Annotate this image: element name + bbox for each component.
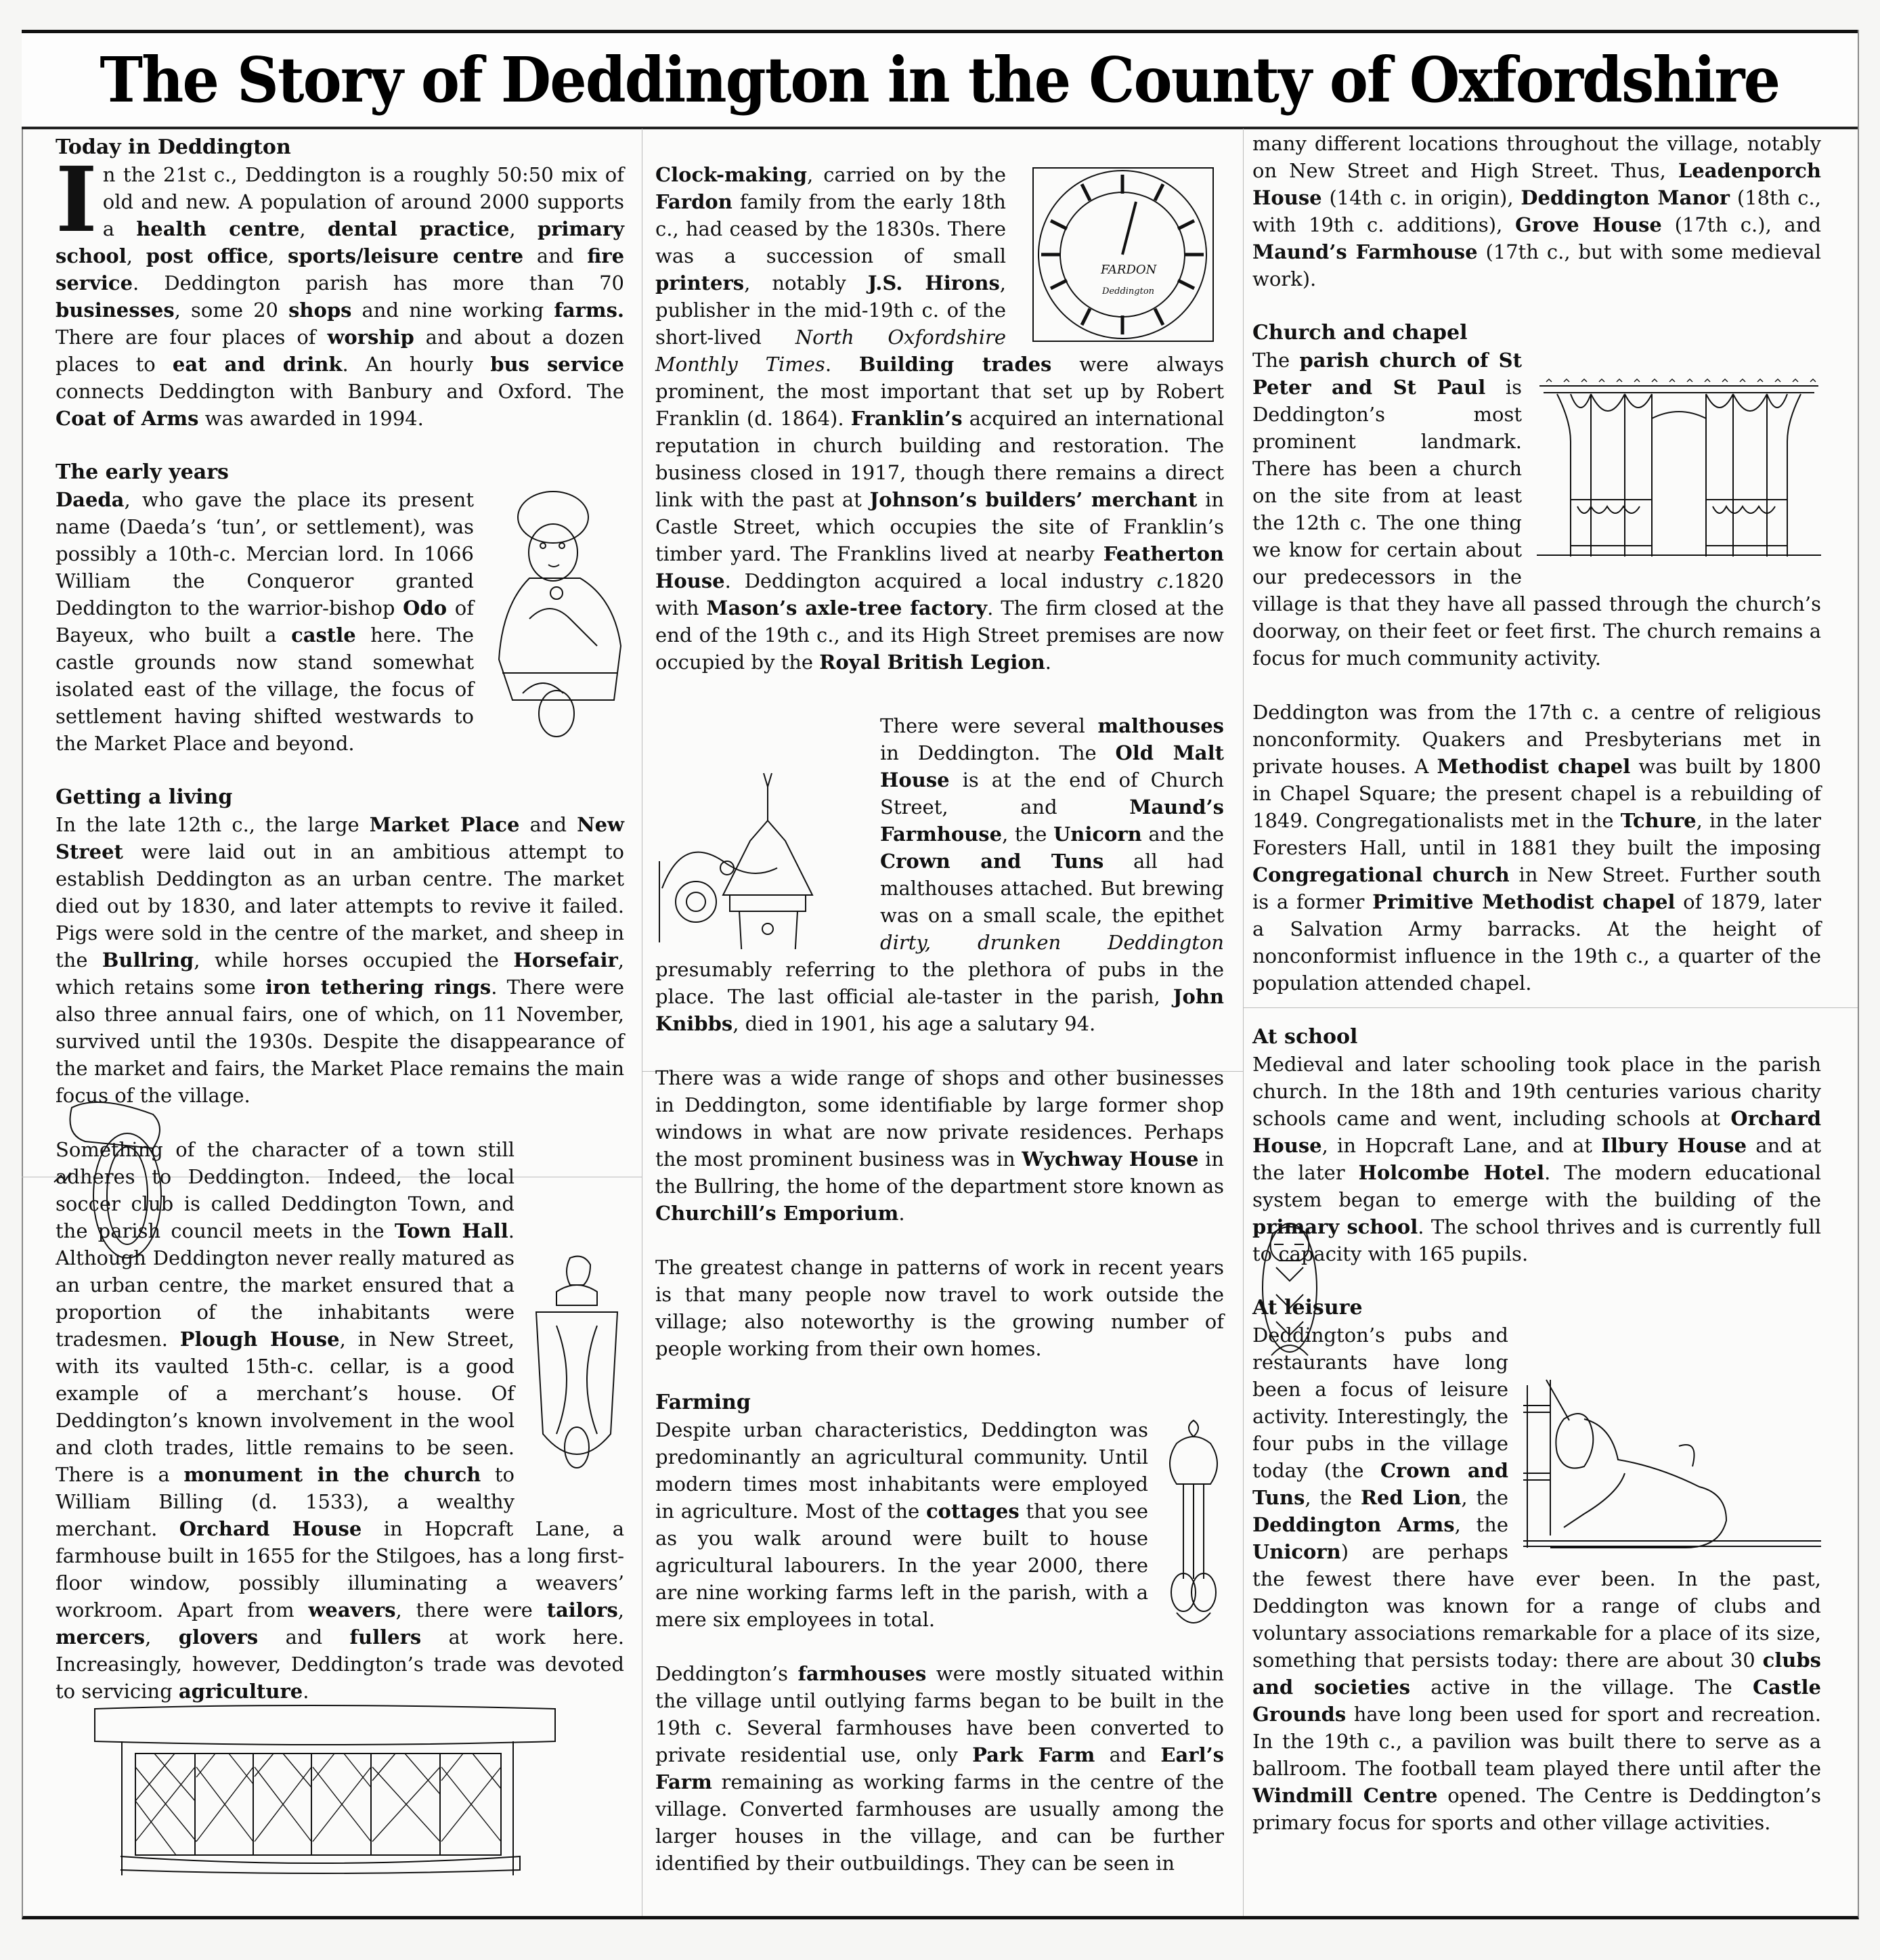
text-run: , notably bbox=[744, 271, 868, 295]
text-run: (14th c. in origin), bbox=[1321, 186, 1521, 209]
section-paragraph bbox=[56, 811, 624, 1109]
section-heading: Farming bbox=[655, 1391, 751, 1414]
text-run: , who gave the place its present name (Daeda’s ‘tun’, or settlement), was possibly a 10th-c. Mercian lord. In 1066 William the Conqueror granted Deddington to the warrior-bishop bbox=[56, 488, 474, 619]
bold-term: printers bbox=[655, 271, 745, 295]
text-run: and nine working bbox=[351, 299, 554, 322]
text-run: , there were bbox=[395, 1598, 547, 1621]
text-run: family from the early 18th c., had ceased by the 1830s. There was a succession of small bbox=[655, 190, 1006, 267]
paragraph-text bbox=[655, 1256, 1224, 1360]
text-run: , the bbox=[1461, 1486, 1508, 1509]
text-run: in New Street. Further south is a former bbox=[1252, 863, 1821, 913]
fardon-clock-illustration bbox=[1021, 165, 1224, 347]
column-left bbox=[56, 134, 624, 1732]
bold-term: Johnson’s builders’ merchant bbox=[869, 488, 1198, 511]
text-run: here. The castle grounds now stand somewhat isolated east of the village, the focus of settlement having shifted westwards to the Market Place and beyond. bbox=[56, 624, 474, 755]
text-run: . Deddington acquired a local industry bbox=[724, 569, 1157, 592]
bold-term: J.S. Hirons bbox=[867, 271, 1000, 295]
bold-term: Maund’s Farmhouse bbox=[880, 796, 1224, 846]
bold-term: cottages bbox=[926, 1500, 1020, 1523]
text-run: in the Bullring, the home of the department store known as bbox=[655, 1148, 1225, 1198]
bold-term: Daeda bbox=[56, 488, 125, 511]
italic-term: North Oxfordshire Monthly Times bbox=[655, 326, 1007, 376]
paragraph-text bbox=[655, 1418, 1148, 1631]
bold-term: Clock-making bbox=[655, 163, 807, 186]
text-run: , publisher in the mid-19th c. of the short-lived bbox=[655, 271, 1006, 349]
text-run: Deddington’s bbox=[655, 1662, 798, 1685]
text-run: , which retains some bbox=[56, 949, 624, 999]
section-heading: Getting a living bbox=[56, 785, 233, 809]
bold-term: weavers bbox=[308, 1598, 396, 1621]
text-run: , bbox=[126, 244, 146, 267]
text-run: in Hopcraft Lane, a farmhouse built in 1655 for the Stilgoes, has a long first-floor window, possibly illuminating a weavers’ workroom. Apart from bbox=[56, 1517, 624, 1621]
bold-term: iron tethering rings bbox=[265, 976, 491, 999]
bold-term: Deddington Arms bbox=[1252, 1513, 1455, 1536]
text-run: in Castle Street, which occupies the site of Franklin’s timber yard. The Franklins lived at nearby bbox=[655, 488, 1224, 565]
section-heading: The early years bbox=[56, 460, 229, 484]
bold-term: Congregational church bbox=[1252, 863, 1510, 886]
text-run: , the bbox=[1002, 823, 1053, 846]
bold-term: Deddington Manor bbox=[1521, 186, 1730, 209]
paragraph-text bbox=[56, 148, 625, 430]
unicorn-illustration bbox=[1523, 1378, 1821, 1554]
text-run: and the bbox=[1141, 823, 1224, 846]
paragraph-text bbox=[1252, 132, 1821, 290]
bold-term: clubs and societies bbox=[1252, 1649, 1821, 1699]
bold-term: fire service bbox=[56, 244, 625, 295]
bold-term: Market Place bbox=[369, 813, 520, 836]
section-shops bbox=[655, 1064, 1224, 1362]
text-run: , while horses occupied the bbox=[194, 949, 514, 972]
text-run: active in the village. The bbox=[1410, 1676, 1753, 1699]
section-paragraph bbox=[56, 148, 625, 432]
bold-term: Earl’s Farm bbox=[655, 1743, 1225, 1793]
text-run: was awarded in 1994. bbox=[198, 407, 424, 430]
bold-term: glovers bbox=[178, 1626, 259, 1649]
bold-term: Red Lion bbox=[1360, 1486, 1462, 1509]
bold-term: mercers bbox=[56, 1626, 146, 1649]
bold-term: Unicorn bbox=[1252, 1540, 1341, 1563]
bold-term: Maund’s Farmhouse bbox=[1252, 240, 1478, 263]
text-run: remaining as working farms in the centre of the village. Converted farmhouses are usually among the larger houses in the village, and can be further identified by their outbuildings. They can be seen in bbox=[655, 1770, 1224, 1875]
bold-term: Windmill Centre bbox=[1252, 1784, 1438, 1807]
clock-inscription: FARDON bbox=[1101, 263, 1157, 277]
section-paragraph bbox=[655, 712, 1224, 1037]
text-run: . bbox=[825, 353, 859, 376]
bold-term: shops bbox=[288, 299, 352, 322]
section-church-chapel bbox=[1252, 320, 1821, 997]
bold-term: Crown and Tuns bbox=[1252, 1459, 1509, 1509]
section-paragraph bbox=[655, 1416, 1224, 1633]
text-run: , bbox=[268, 244, 288, 267]
text-run: , carried on by the bbox=[807, 163, 1006, 186]
text-run: , died in 1901, his age a salutary 94. bbox=[733, 1012, 1096, 1035]
bold-term: monument in the church bbox=[183, 1463, 481, 1486]
text-run: , bbox=[145, 1626, 179, 1649]
section-at-leisure bbox=[1252, 1294, 1821, 1836]
bold-term: Coat of Arms bbox=[56, 407, 199, 430]
section-farming bbox=[655, 1389, 1224, 1877]
text-run: of 1879, later a Salvation Army barracks. At the height of nonconformist influence in the 19th c., a quarter of the population attended chapel. bbox=[1252, 890, 1821, 995]
bold-term: Wychway House bbox=[1022, 1148, 1199, 1171]
text-run: in Deddington. The bbox=[880, 741, 1116, 764]
bold-term: fullers bbox=[349, 1626, 422, 1649]
norman-figure-illustration bbox=[489, 490, 624, 741]
text-run: and about a dozen places to bbox=[56, 326, 624, 376]
text-run: n the 21st c., Deddington is a roughly 50:50 mix of old and new. A population of around 2000 supports a bbox=[102, 163, 624, 240]
rood-screen-illustration bbox=[1537, 378, 1821, 561]
clock-place: Deddington bbox=[1102, 286, 1155, 297]
section-heading: Today in Deddington bbox=[56, 135, 291, 159]
bold-term: Mason’s axle-tree factory bbox=[706, 596, 988, 619]
bold-term: Bullring bbox=[102, 949, 194, 972]
section-paragraph bbox=[1252, 699, 1821, 997]
bold-term: Building trades bbox=[858, 353, 1052, 376]
section-paragraph bbox=[1252, 130, 1821, 292]
section-heading: At leisure bbox=[1252, 1296, 1363, 1320]
text-run: . Deddington parish has more than 70 bbox=[133, 271, 624, 295]
bold-term: primary school bbox=[1252, 1215, 1418, 1238]
title-banner bbox=[22, 30, 1858, 129]
bold-term: Franklin’s bbox=[850, 407, 963, 430]
text-run: . The firm closed at the end of the 19th c., and its High Street premises are now occupied by the bbox=[655, 596, 1224, 674]
section-getting-a-living bbox=[56, 784, 624, 1109]
carved-owl-illustration bbox=[1259, 1220, 1320, 1369]
text-run: The bbox=[1252, 349, 1300, 372]
text-run: Medieval and later schooling took place in the parish church. In the 18th and 19th centuries various charity schools came and went, including schools at bbox=[1252, 1053, 1821, 1130]
text-run: , bbox=[617, 1598, 624, 1621]
bold-term: farms. bbox=[554, 299, 624, 322]
bold-term: Churchill’s Emporium bbox=[655, 1202, 899, 1225]
section-paragraph bbox=[655, 1660, 1224, 1877]
bold-term: Odo bbox=[403, 596, 447, 619]
bold-term: Holcombe Hotel bbox=[1358, 1161, 1545, 1184]
text-run: of Bayeux, who built a bbox=[56, 596, 474, 647]
bold-term: Fardon bbox=[655, 190, 733, 213]
text-run: presumably referring to the plethora of pubs in the place. The last official ale-taster in the parish, bbox=[655, 958, 1224, 1008]
text-run: was built by 1800 in Chapel Square; the present chapel is a rebuilding of 1849. Congregationalists met in the bbox=[1252, 755, 1822, 832]
bold-term: Grove House bbox=[1515, 213, 1662, 236]
section-clockmaking bbox=[655, 161, 1224, 676]
text-run: , in the later Foresters Hall, until in 1881 they built the imposing bbox=[1252, 809, 1821, 859]
text-run: is Deddington’s most prominent landmark. There has been a church on the site from at least the 12th c. The one thing we know for certain about our predecessors in the village is that they have all passed through the church’s doorway, on their feet or feet first. The church remains a focus for much community activity. bbox=[1252, 376, 1821, 670]
section-farmhouses-cont bbox=[1252, 130, 1821, 292]
bold-term: Park Farm bbox=[972, 1743, 1095, 1766]
bold-term: Orchard House bbox=[179, 1517, 362, 1540]
bold-term: sports/leisure centre bbox=[288, 244, 524, 267]
italic-term: dirty, drunken Deddington bbox=[880, 931, 1224, 954]
door-knocker-illustration bbox=[1163, 1416, 1224, 1633]
text-run: . Although Deddington never really matured as an urban centre, the market ensured that a proportion of the inhabitants were tradesmen. bbox=[56, 1219, 515, 1351]
text-run: , bbox=[509, 217, 538, 240]
text-run: and bbox=[1095, 1743, 1161, 1766]
paragraph-text bbox=[1252, 1053, 1821, 1265]
text-run: were always prominent, the most important that set up by Robert Franklin (d. 1864). bbox=[655, 353, 1225, 430]
text-run: . The school thrives and is currently full to capacity with 165 pupils. bbox=[1252, 1215, 1822, 1265]
text-run: , the bbox=[1305, 1486, 1361, 1509]
text-run: have long been used for sport and recreation. In the 19th c., a pavilion was built there to serve as a ballroom. The football team played there until after the bbox=[1252, 1703, 1821, 1780]
text-run: . An hourly bbox=[342, 353, 491, 376]
text-run: Something of the character of a town still adheres to Deddington. Indeed, the local soccer club is called Deddington Town, and the parish council meets in the bbox=[56, 1138, 515, 1242]
bold-term: parish church of St Peter and St Paul bbox=[1252, 349, 1522, 399]
text-run: In the late 12th c., the large bbox=[56, 813, 370, 836]
section-paragraph bbox=[56, 486, 624, 757]
bold-term: Methodist chapel bbox=[1437, 755, 1631, 778]
bold-term: John Knibbs bbox=[655, 985, 1224, 1035]
section-paragraph bbox=[655, 161, 1224, 676]
bold-term: Unicorn bbox=[1053, 823, 1142, 846]
text-run: , some 20 bbox=[174, 299, 289, 322]
text-run: and bbox=[258, 1626, 350, 1649]
section-paragraph bbox=[1252, 1322, 1821, 1836]
bold-term: Castle Grounds bbox=[1252, 1676, 1821, 1726]
text-run: that you see as you walk around were built to house agricultural labourers. In the year 2000, there are nine working farms left in the parish, with a mere six employees in total. bbox=[655, 1500, 1149, 1631]
bold-term: Crown and Tuns bbox=[880, 850, 1104, 873]
text-run: at work here. Increasingly, however, Deddington’s trade was devoted to servicing bbox=[56, 1626, 624, 1703]
tethering-ring-illustration bbox=[51, 1094, 187, 1263]
weavers-window-illustration bbox=[93, 1699, 561, 1875]
text-run: many different locations throughout the village, notably on New Street and High Street. Thus, bbox=[1252, 132, 1821, 182]
section-paragraph bbox=[1252, 347, 1821, 672]
text-run: were mostly situated within the village until outlying farms began to be built in the 19th c. Several farmhouses have been converted to private residential use, only bbox=[655, 1662, 1224, 1766]
text-run: The greatest change in patterns of work in recent years is that many people now travel to work outside the village; also noteworthy is the growing number of people working from their own homes. bbox=[655, 1256, 1224, 1360]
bold-term: malthouses bbox=[1097, 714, 1224, 737]
text-run: . There were also three annual fairs, one of which, on 11 November, survived until the 1930s. Despite the disappearance of the market and fairs, the Market Place remains the main focus of the village. bbox=[56, 976, 624, 1107]
bold-term: Plough House bbox=[179, 1328, 340, 1351]
bold-term: dental practice bbox=[327, 217, 510, 240]
text-run: , in New Street, with its vaulted 15th-c. cellar, is a good example of a merchant’s house. Of Deddington’s known involvement in the wool and cloth trades, little remains to be seen. There is a bbox=[56, 1328, 515, 1486]
text-run: There were several bbox=[880, 714, 1098, 737]
bold-term: farmhouses bbox=[797, 1662, 927, 1685]
bold-term: Town Hall bbox=[394, 1219, 508, 1242]
text-run: . bbox=[303, 1680, 309, 1703]
text-run: (17th c.), and bbox=[1661, 213, 1822, 236]
text-run: connects Deddington with Banbury and Oxford. The bbox=[56, 380, 624, 403]
column-right bbox=[1252, 130, 1821, 1863]
bold-term: agriculture bbox=[178, 1680, 303, 1703]
text-run: and bbox=[519, 813, 577, 836]
merchant-monument-illustration bbox=[529, 1251, 624, 1502]
text-run: Deddington was from the 17th c. a centre of religious nonconformity. Quakers and Presbyterians met in private houses. A bbox=[1252, 701, 1821, 778]
text-run: , in Hopcraft Lane, and at bbox=[1321, 1134, 1602, 1157]
bold-term: Orchard House bbox=[1252, 1107, 1821, 1157]
bold-term: New Street bbox=[56, 813, 625, 863]
pub-lantern-illustration bbox=[655, 766, 865, 949]
text-run: 1820 with bbox=[655, 569, 1224, 619]
text-run: ) are perhaps the fewest there have ever been. In the past, Deddington was known for a range of clubs and voluntary associations remarkable for a place of its size, something that persists today: there are about 30 bbox=[1252, 1540, 1821, 1672]
text-run: (18th c., with 19th c. additions), bbox=[1252, 186, 1821, 236]
bold-term: eat and drink bbox=[172, 353, 343, 376]
section-malthouses bbox=[655, 712, 1224, 1037]
section-early-years bbox=[56, 459, 624, 757]
text-run: There was a wide range of shops and other businesses in Deddington, some identifiable by large former shop windows in what are now private residences. Perhaps the most prominent business was in bbox=[655, 1066, 1224, 1171]
text-run: (17th c., but with some medieval work). bbox=[1252, 240, 1821, 290]
bold-term: castle bbox=[291, 624, 356, 647]
section-heading: At school bbox=[1252, 1025, 1358, 1049]
paragraph-text bbox=[655, 1066, 1224, 1225]
section-paragraph bbox=[655, 1254, 1224, 1362]
bold-term: Royal British Legion bbox=[819, 651, 1045, 674]
bold-term: primary school bbox=[56, 217, 625, 267]
section-today bbox=[56, 134, 624, 432]
text-run: were laid out in an ambitious attempt to establish Deddington as an urban centre. The market died out by 1830, and later attempts to revive it failed. Pigs were sold in the centre of the market, and sheep in the bbox=[56, 840, 624, 972]
bold-term: post office bbox=[146, 244, 269, 267]
bold-term: Old Malt House bbox=[880, 741, 1224, 791]
drop-cap: I bbox=[56, 148, 97, 253]
text-run: There are four places of bbox=[56, 326, 328, 349]
section-at-school bbox=[1252, 1024, 1821, 1267]
bold-term: Leadenporch House bbox=[1252, 159, 1821, 209]
section-paragraph bbox=[655, 1064, 1224, 1227]
section-heading: Church and chapel bbox=[1252, 321, 1468, 345]
text-run: is at the end of Church Street, and bbox=[880, 768, 1224, 819]
text-run: Despite urban characteristics, Deddington was predominantly an agricultural community. Until modern times most inhabitants were employed in agriculture. Most of the bbox=[655, 1418, 1148, 1523]
bold-term: tailors bbox=[546, 1598, 618, 1621]
bold-term: businesses bbox=[56, 299, 175, 322]
text-run: . bbox=[898, 1202, 905, 1225]
text-run: . bbox=[1045, 651, 1051, 674]
page-title: The Story of Deddington in the County of Oxfordshire bbox=[100, 43, 1780, 116]
paragraph-text bbox=[655, 1662, 1224, 1875]
column-middle bbox=[655, 161, 1224, 1904]
text-run: Deddington’s pubs and restaurants have long been a focus of leisure activity. Interestingly, the four pubs in the village today (the bbox=[1252, 1324, 1508, 1482]
text-run: and at the later bbox=[1252, 1134, 1821, 1184]
column-divider bbox=[1243, 129, 1244, 1916]
paragraph-text bbox=[56, 813, 624, 1107]
text-run: opened. The Centre is Deddington’s primary focus for sports and other village activities. bbox=[1252, 1784, 1821, 1834]
text-run: to William Billing (d. 1533), a wealthy merchant. bbox=[56, 1463, 515, 1540]
bold-term: health centre bbox=[136, 217, 300, 240]
text-run: , bbox=[299, 217, 328, 240]
paragraph-text bbox=[1252, 701, 1821, 995]
bold-term: Featherton House bbox=[655, 542, 1224, 592]
text-run: all had malthouses attached. But brewing was on a small scale, the epithet bbox=[880, 850, 1225, 927]
bold-term: Primitive Methodist chapel bbox=[1372, 890, 1676, 913]
text-run: and bbox=[523, 244, 588, 267]
text-run: acquired an international reputation in church building and restoration. The business closed in 1917, though there remains a direct link with the past at bbox=[655, 407, 1224, 511]
section-paragraph bbox=[1252, 1051, 1821, 1267]
text-run: . The modern educational system began to emerge with the building of the bbox=[1252, 1161, 1821, 1211]
italic-term: c. bbox=[1156, 569, 1175, 592]
bold-term: Horsefair bbox=[513, 949, 618, 972]
bold-term: Ilbury House bbox=[1601, 1134, 1747, 1157]
paragraph-text bbox=[56, 488, 474, 755]
bold-term: Tchure bbox=[1620, 809, 1697, 832]
bold-term: bus service bbox=[490, 353, 625, 376]
bold-term: worship bbox=[327, 326, 414, 349]
text-run: , the bbox=[1454, 1513, 1508, 1536]
